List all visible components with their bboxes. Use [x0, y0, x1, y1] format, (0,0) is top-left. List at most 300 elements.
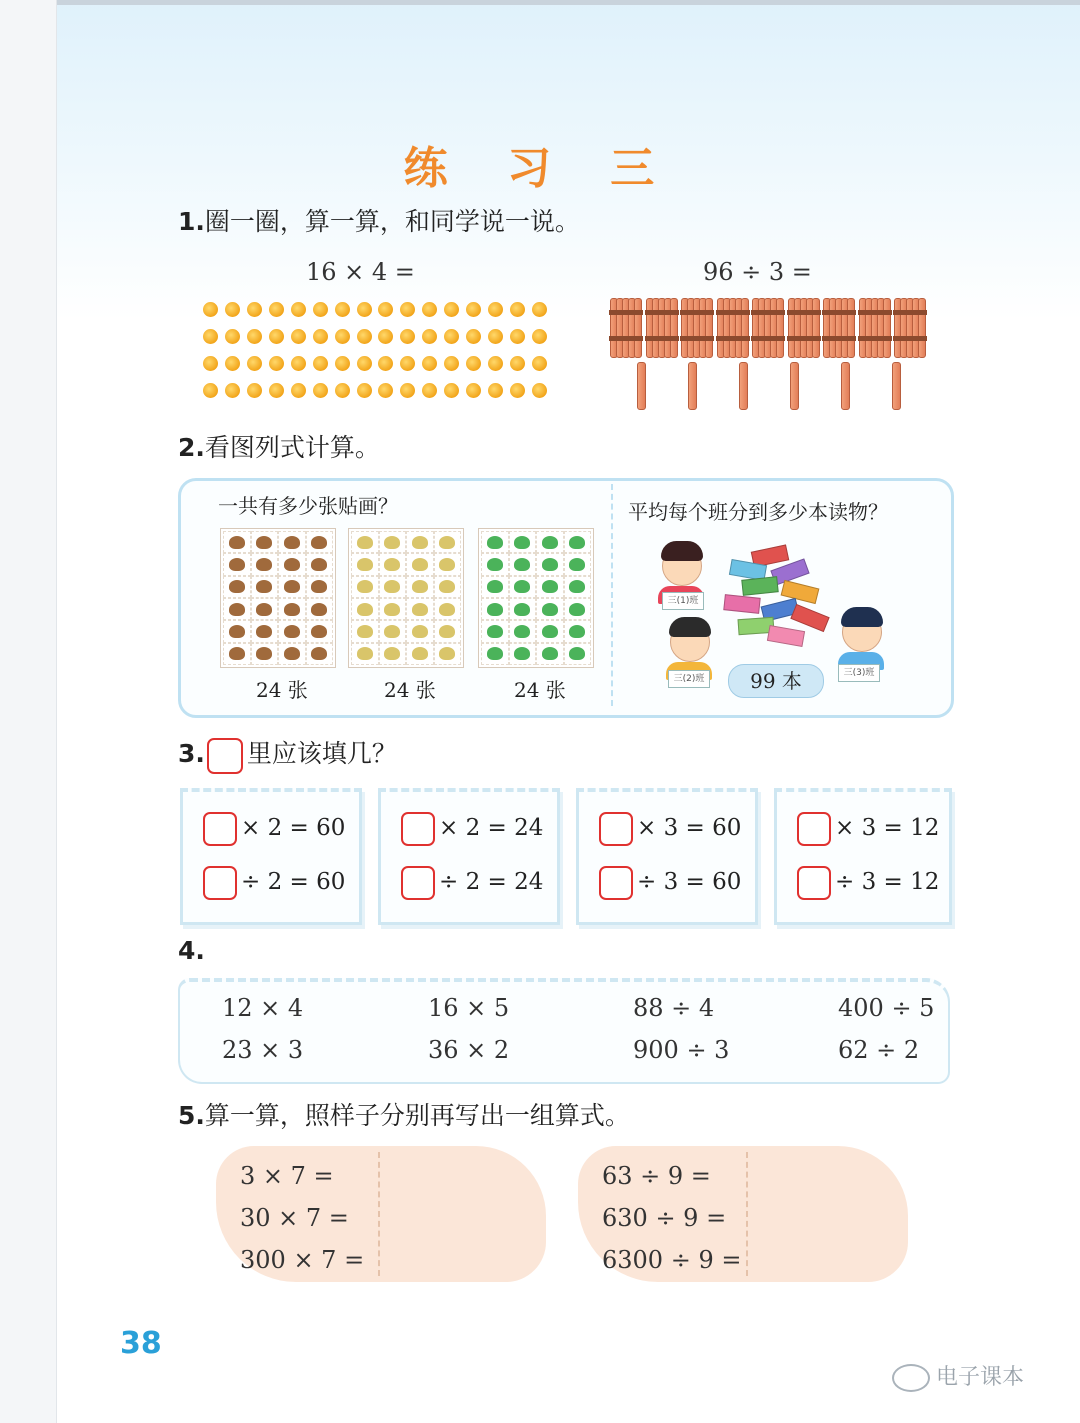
sticker-image — [284, 625, 300, 638]
sticker — [379, 598, 407, 620]
sticker — [223, 553, 251, 575]
stick-bundle-of-ten — [788, 298, 822, 356]
sticker — [278, 643, 306, 665]
sticker — [564, 643, 592, 665]
sticker — [434, 576, 462, 598]
sticker — [351, 531, 379, 553]
counter-dot — [444, 329, 459, 344]
sticker — [481, 553, 509, 575]
counter-dot — [532, 356, 547, 371]
sticker — [251, 643, 279, 665]
answer-box[interactable] — [401, 866, 435, 900]
question-2-text: 看图列式计算。 — [204, 433, 380, 462]
bundle-band — [787, 336, 821, 341]
sticker-image — [357, 647, 373, 660]
sticker-image — [439, 647, 455, 660]
counter-dot — [269, 356, 284, 371]
sticker — [564, 576, 592, 598]
sticker-image — [487, 603, 503, 616]
sticker — [251, 553, 279, 575]
counter-dot — [225, 356, 240, 371]
sticker-sheet-yellow — [348, 528, 464, 668]
counter-dot — [357, 302, 372, 317]
sticker-image — [256, 536, 272, 549]
counter-dot — [291, 329, 306, 344]
sticker — [536, 643, 564, 665]
sticker — [379, 576, 407, 598]
sticker-image — [514, 625, 530, 638]
counter-dot — [488, 383, 503, 398]
sticker — [379, 620, 407, 642]
counter-dot — [291, 302, 306, 317]
sticker — [351, 643, 379, 665]
watermark — [892, 1360, 1024, 1392]
equation: ÷ 2 = 24 — [439, 869, 544, 895]
counter-dot — [247, 329, 262, 344]
sticker — [251, 531, 279, 553]
counter-dot — [378, 302, 393, 317]
equation-card-4 — [774, 788, 952, 925]
sticker — [536, 531, 564, 553]
answer-box[interactable] — [797, 812, 831, 846]
counter-dot — [291, 383, 306, 398]
answer-box[interactable] — [599, 812, 633, 846]
page-title: 练 习 三 — [403, 143, 677, 194]
sticker — [351, 576, 379, 598]
counter-dot — [313, 356, 328, 371]
boy-student-illustration-2 — [842, 612, 884, 670]
bundle-band — [751, 310, 785, 315]
top-edge — [0, 0, 1080, 5]
sticker — [406, 620, 434, 642]
bundle-band — [751, 336, 785, 341]
page-number: 38 — [120, 1326, 162, 1361]
bundle-band — [893, 310, 927, 315]
sticker-image — [487, 558, 503, 571]
example-expression: 3 × 7 = — [240, 1162, 334, 1190]
sticker-image — [514, 603, 530, 616]
bundle-band — [680, 310, 714, 315]
sticker — [306, 620, 334, 642]
sticker-image — [514, 580, 530, 593]
counter-dot — [269, 383, 284, 398]
sticker — [509, 531, 537, 553]
counter-dot — [488, 329, 503, 344]
question-5-number: 5. — [178, 1101, 205, 1130]
counter-dot — [422, 302, 437, 317]
sticker — [379, 531, 407, 553]
sticker-image — [384, 536, 400, 549]
sticker — [509, 643, 537, 665]
equation-card-1 — [180, 788, 362, 925]
sticker — [278, 576, 306, 598]
counter-dot — [357, 329, 372, 344]
sticker — [481, 576, 509, 598]
sticker — [406, 598, 434, 620]
sticker-image — [357, 558, 373, 571]
sticker-image — [229, 647, 245, 660]
question-2-number: 2. — [178, 433, 205, 462]
stick-bundle-of-ten — [717, 298, 751, 356]
sticker — [306, 576, 334, 598]
books-question: 平均每个班分到多少本读物？ — [628, 500, 888, 524]
sticker — [379, 643, 407, 665]
sticker — [306, 531, 334, 553]
counter-dot — [335, 329, 350, 344]
sticker-image — [412, 603, 428, 616]
counter-dot — [335, 302, 350, 317]
counter-dot — [225, 383, 240, 398]
counter-dot — [225, 302, 240, 317]
sticker — [278, 553, 306, 575]
sticker — [406, 643, 434, 665]
sticker — [406, 531, 434, 553]
sticker-image — [311, 536, 327, 549]
sticker — [509, 620, 537, 642]
bundle-band — [609, 310, 643, 315]
bundle-band — [645, 336, 679, 341]
stick — [812, 298, 820, 358]
equation: ÷ 2 = 60 — [241, 869, 346, 895]
stick — [883, 298, 891, 358]
counter-dot — [203, 302, 218, 317]
single-stick — [739, 362, 748, 410]
watermark-text: 电子课本 — [936, 1365, 1025, 1390]
counter-dot — [247, 302, 262, 317]
counter-dot — [466, 383, 481, 398]
sticker — [223, 620, 251, 642]
counter-dot — [444, 383, 459, 398]
sticker — [351, 620, 379, 642]
sticker-image — [284, 647, 300, 660]
sticker-image — [311, 558, 327, 571]
sticker-image — [439, 625, 455, 638]
sticker — [509, 598, 537, 620]
sticker-image — [412, 558, 428, 571]
sticker — [434, 553, 462, 575]
sticker-image — [256, 603, 272, 616]
sticker-sheet-green — [478, 528, 594, 668]
sticker — [481, 643, 509, 665]
counter-dot — [488, 356, 503, 371]
question-3 — [178, 734, 397, 774]
counter-dot — [378, 329, 393, 344]
calc-item: 23 × 3 — [222, 1036, 304, 1064]
panel-separator — [746, 1152, 748, 1276]
calc-item: 900 ÷ 3 — [633, 1036, 730, 1064]
stick — [705, 298, 713, 358]
sticker — [278, 598, 306, 620]
sticker — [509, 576, 537, 598]
question-3-number: 3. — [178, 739, 205, 768]
sticker-image — [357, 603, 373, 616]
question-4-number: 4. — [178, 936, 205, 965]
sticker — [223, 531, 251, 553]
bundle-band — [645, 310, 679, 315]
sticker — [536, 553, 564, 575]
division-expression: 96 ÷ 3 = — [703, 258, 812, 286]
sticker-image — [384, 558, 400, 571]
question-2 — [178, 428, 380, 464]
sticker — [481, 598, 509, 620]
sticker-image — [487, 625, 503, 638]
sticker — [278, 531, 306, 553]
sticker — [536, 598, 564, 620]
panel-divider — [611, 484, 613, 706]
counter-dot — [510, 383, 525, 398]
sticker-image — [311, 647, 327, 660]
single-stick — [790, 362, 799, 410]
sticker-count-3: 24 张 — [514, 678, 566, 702]
answer-box[interactable] — [203, 812, 237, 846]
sticker-image — [229, 603, 245, 616]
single-stick — [841, 362, 850, 410]
equation-card-3 — [576, 788, 758, 925]
sticker — [564, 598, 592, 620]
sticker-image — [439, 603, 455, 616]
stick-bundle-of-ten — [681, 298, 715, 356]
sticker — [251, 598, 279, 620]
sticker-image — [542, 580, 558, 593]
counter-dot — [422, 383, 437, 398]
sticker-image — [542, 536, 558, 549]
sticker-image — [256, 647, 272, 660]
multiplication-expression: 16 × 4 = — [306, 258, 415, 286]
counter-dot — [400, 356, 415, 371]
sticker-image — [229, 536, 245, 549]
sticker — [251, 620, 279, 642]
counter-dot — [466, 329, 481, 344]
dot-array — [200, 302, 550, 398]
question-5 — [178, 1096, 630, 1132]
sticker — [536, 576, 564, 598]
sticker-image — [487, 647, 503, 660]
sticker — [406, 576, 434, 598]
answer-box[interactable] — [599, 866, 633, 900]
sticker — [223, 576, 251, 598]
sticker-image — [284, 580, 300, 593]
sticker — [306, 598, 334, 620]
stick-bundle-of-ten — [894, 298, 928, 356]
counter-dot — [488, 302, 503, 317]
equation: ÷ 3 = 60 — [637, 869, 742, 895]
counter-dot — [466, 356, 481, 371]
stick — [634, 298, 642, 358]
stick-bundle-of-ten — [752, 298, 786, 356]
counter-dot — [378, 383, 393, 398]
stick — [918, 298, 926, 358]
calc-item: 16 × 5 — [428, 994, 510, 1022]
counter-dot — [357, 383, 372, 398]
sticker-image — [514, 647, 530, 660]
sticker-count-1: 24 张 — [256, 678, 308, 702]
counter-dot — [203, 329, 218, 344]
stick-bundle-of-ten — [610, 298, 644, 356]
counter-dot — [313, 383, 328, 398]
example-expression: 630 ÷ 9 = — [602, 1204, 727, 1232]
sticker — [306, 643, 334, 665]
calc-item: 36 × 2 — [428, 1036, 510, 1064]
sticker-image — [412, 625, 428, 638]
sticker-image — [256, 625, 272, 638]
question-4 — [178, 936, 205, 965]
sticker-image — [384, 603, 400, 616]
sticker — [564, 553, 592, 575]
sticker-image — [487, 580, 503, 593]
single-stick — [637, 362, 646, 410]
bundle-band — [716, 336, 750, 341]
counter-dot — [203, 356, 218, 371]
stick — [776, 298, 784, 358]
counter-dot — [225, 329, 240, 344]
calc-item: 400 ÷ 5 — [838, 994, 935, 1022]
sticker-image — [284, 536, 300, 549]
example-expression: 300 × 7 = — [240, 1246, 365, 1274]
equation: × 2 = 60 — [241, 815, 346, 841]
sticker-image — [514, 536, 530, 549]
counter-dot — [400, 383, 415, 398]
sticker-image — [569, 625, 585, 638]
answer-box[interactable] — [797, 866, 831, 900]
sticker-image — [412, 536, 428, 549]
counter-dot — [444, 302, 459, 317]
counter-dot — [203, 383, 218, 398]
equation: ÷ 3 = 12 — [835, 869, 940, 895]
sticker-count-2: 24 张 — [384, 678, 436, 702]
sticker-image — [256, 558, 272, 571]
answer-box[interactable] — [401, 812, 435, 846]
counter-dot — [510, 302, 525, 317]
sticker — [406, 553, 434, 575]
sticker-image — [357, 625, 373, 638]
page-gutter — [0, 0, 57, 1423]
counter-dot — [532, 302, 547, 317]
sticker-image — [542, 625, 558, 638]
example-expression: 6300 ÷ 9 = — [602, 1246, 742, 1274]
sticker-image — [439, 536, 455, 549]
calc-item: 12 × 4 — [222, 994, 304, 1022]
stick-bundle-of-ten — [646, 298, 680, 356]
sticker-image — [569, 603, 585, 616]
counter-dot — [335, 356, 350, 371]
sticker-image — [357, 580, 373, 593]
sticker-image — [256, 580, 272, 593]
sticker-image — [542, 603, 558, 616]
counter-dot — [444, 356, 459, 371]
sticker — [536, 620, 564, 642]
bundle-band — [822, 336, 856, 341]
bundle-band — [858, 310, 892, 315]
sticker-image — [284, 558, 300, 571]
sticker-image — [569, 536, 585, 549]
sticker-image — [311, 580, 327, 593]
counter-dot — [532, 383, 547, 398]
counter-dot — [291, 356, 306, 371]
question-1-number: 1. — [178, 207, 205, 236]
example-expression: 63 ÷ 9 = — [602, 1162, 711, 1190]
sticker-image — [384, 580, 400, 593]
sticker — [351, 598, 379, 620]
sticker-image — [229, 625, 245, 638]
calc-item: 88 ÷ 4 — [633, 994, 715, 1022]
counter-dot — [466, 302, 481, 317]
bundle-band — [787, 310, 821, 315]
counter-dot — [313, 302, 328, 317]
class-tag-1: 三(1)班 — [662, 592, 704, 610]
bundle-band — [716, 310, 750, 315]
sticker-image — [542, 647, 558, 660]
books-total-label: 99 本 — [728, 664, 824, 698]
answer-box-icon — [207, 738, 243, 774]
sticker — [379, 553, 407, 575]
sticker-image — [439, 580, 455, 593]
counter-dot — [269, 302, 284, 317]
sticker-image — [384, 647, 400, 660]
question-1-text: 圈一圈，算一算，和同学说一说。 — [204, 207, 580, 236]
sticker — [434, 598, 462, 620]
sticker — [481, 531, 509, 553]
stick — [670, 298, 678, 358]
stick-bundle-of-ten — [823, 298, 857, 356]
sticker-image — [569, 580, 585, 593]
sticker — [434, 531, 462, 553]
counter-dot — [378, 356, 393, 371]
sticker — [564, 531, 592, 553]
bundle-band — [609, 336, 643, 341]
counter-dot — [357, 356, 372, 371]
counter-dot — [422, 356, 437, 371]
class-tag-2: 三(2)班 — [668, 670, 710, 688]
sticker — [564, 620, 592, 642]
sticker — [223, 598, 251, 620]
sticker-image — [311, 625, 327, 638]
sticker — [434, 620, 462, 642]
sticker — [278, 620, 306, 642]
sticker-image — [357, 536, 373, 549]
bundle-band — [822, 310, 856, 315]
question-5-text: 算一算，照样子分别再写出一组算式。 — [204, 1101, 630, 1130]
answer-box[interactable] — [203, 866, 237, 900]
question-3-text: 里应该填几？ — [246, 739, 397, 768]
counter-dot — [532, 329, 547, 344]
sticker-image — [569, 558, 585, 571]
counter-dot — [400, 302, 415, 317]
book-pile-illustration — [722, 548, 832, 652]
counter-dot — [422, 329, 437, 344]
sticker-image — [569, 647, 585, 660]
sticker — [306, 553, 334, 575]
stick-bundle-of-ten — [859, 298, 893, 356]
stick — [847, 298, 855, 358]
equation: × 3 = 12 — [835, 815, 940, 841]
bundle-band — [858, 336, 892, 341]
class-tag-3: 三(3)班 — [838, 664, 880, 682]
equation: × 3 = 60 — [637, 815, 742, 841]
wechat-icon — [892, 1364, 930, 1392]
sticker — [481, 620, 509, 642]
sticker-image — [311, 603, 327, 616]
equation-card-2 — [378, 788, 560, 925]
sticker-image — [284, 603, 300, 616]
sticker-image — [412, 580, 428, 593]
single-stick — [688, 362, 697, 410]
sticker-image — [229, 580, 245, 593]
counter-dot — [313, 329, 328, 344]
single-stick — [892, 362, 901, 410]
counter-dot — [400, 329, 415, 344]
sticker — [251, 576, 279, 598]
counter-dot — [335, 383, 350, 398]
